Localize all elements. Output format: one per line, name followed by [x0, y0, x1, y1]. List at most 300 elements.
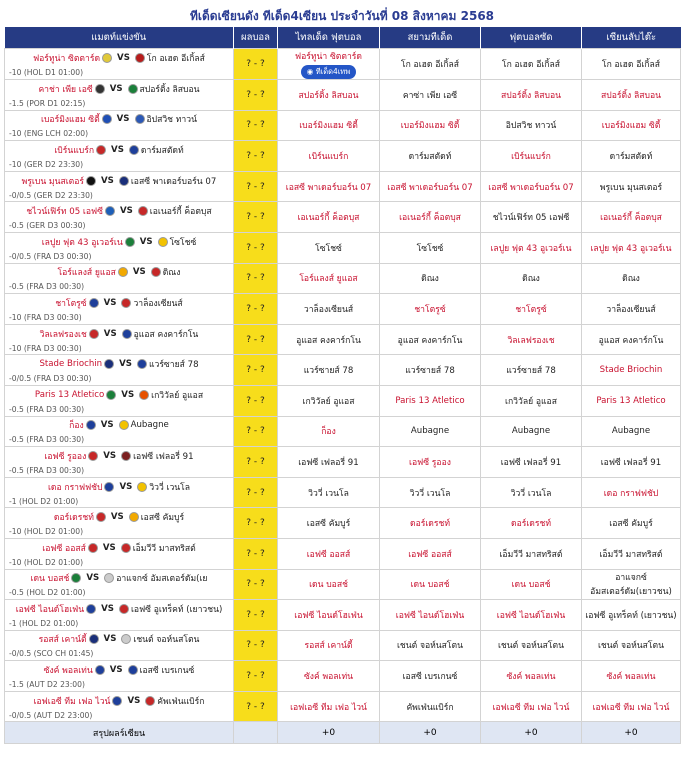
- away-team-link[interactable]: อาแจกซ์ อัมสเตอร์ดัม(เย: [116, 574, 208, 585]
- home-team-link[interactable]: วิลเลฟรองเช: [39, 329, 87, 340]
- tip-cell-4: [582, 538, 681, 569]
- table-row: [5, 80, 681, 111]
- away-team-link[interactable]: แวร์ซายส์ 78: [148, 360, 199, 371]
- vs-label: VS: [101, 175, 114, 186]
- tip-pick: เกวิวัลย์ อูแอส: [302, 396, 355, 407]
- home-team-link[interactable]: ดอร์เดรชท์: [53, 513, 94, 524]
- header-tipster-1: ไทลเด็ด ฟุตบอล: [278, 27, 380, 49]
- live-tips-button[interactable]: ◉ ทีเด็ด4เทพ: [301, 65, 356, 79]
- away-team-link[interactable]: เอฟซี เฟลอรี่ 91: [133, 451, 194, 462]
- tip-pick: เอฟซี เฟลอรี่ 91: [298, 457, 359, 468]
- header-row: [5, 27, 681, 49]
- away-team-logo: [158, 237, 168, 247]
- tip-cell-3: [481, 691, 582, 722]
- tip-cell-3: [481, 202, 582, 233]
- match-teams: [9, 112, 229, 126]
- tip-cell-1: [278, 80, 380, 111]
- tip-cell-3: [481, 141, 582, 172]
- match-cell: [5, 691, 234, 722]
- table-row: [5, 171, 681, 202]
- home-team-link[interactable]: โอร์แลงส์ ยูแอส: [57, 268, 116, 279]
- summary-row: [5, 722, 681, 744]
- away-team-link[interactable]: เอสซี คัมบูร์: [140, 513, 185, 524]
- match-cell: [5, 49, 234, 80]
- home-team-logo: [89, 634, 99, 644]
- tip-cell-1: [278, 385, 380, 416]
- tip-cell-3: [481, 49, 582, 80]
- away-team-link[interactable]: วิววี่ เวนโล: [149, 482, 191, 493]
- tip-cell-2: [380, 324, 481, 355]
- tip-cell-1: [278, 416, 380, 447]
- tip-cell-2: [380, 691, 481, 722]
- tip-pick: ซังค์ พอลเท่น: [303, 672, 354, 683]
- tip-pick: ชาโตรูซ์: [414, 304, 446, 315]
- score-cell: ? - ?: [234, 141, 278, 172]
- home-team-logo: [89, 298, 99, 308]
- home-team-logo: [105, 206, 115, 216]
- away-team-logo: [139, 390, 149, 400]
- table-row: [5, 416, 681, 447]
- home-team-logo: [86, 604, 96, 614]
- tip-pick: Stade Briochin: [599, 365, 663, 376]
- away-team-logo: [121, 298, 131, 308]
- home-team-link[interactable]: Paris 13 Atletico: [34, 389, 105, 400]
- tip-cell-3: [481, 294, 582, 325]
- home-team-link[interactable]: ชไวน์เฟิร์ท 05 เอฟซี: [26, 207, 103, 218]
- home-team-logo: [96, 145, 106, 155]
- away-team-logo: [119, 604, 129, 614]
- score-cell: ? - ?: [234, 324, 278, 355]
- tip-cell-3: [481, 110, 582, 141]
- match-meta: -10 (HOL D2 01:00): [9, 557, 84, 567]
- tip-cell-2: [380, 355, 481, 386]
- tip-cell-1: [278, 355, 380, 386]
- summary-tipster-1: +0: [278, 722, 380, 744]
- match-teams: [9, 602, 229, 616]
- tip-cell-1: [278, 691, 380, 722]
- match-teams: [9, 174, 229, 188]
- away-team-logo: [128, 84, 138, 94]
- match-meta: -0/0.5 (GER D2 23:30): [9, 190, 93, 200]
- tip-pick: ก็อง: [321, 427, 336, 438]
- tip-pick: ดาร์มสตัดท์: [609, 151, 653, 162]
- tip-cell-1: [278, 630, 380, 661]
- score-cell: ? - ?: [234, 110, 278, 141]
- page-title: ทีเด็ดเซียนดัง ทีเด็ด4เซียน ประจำวันที่ 08 สิงหาคม 2568: [189, 9, 495, 23]
- vs-label: VS: [103, 297, 117, 308]
- tip-cell-4: [582, 569, 681, 600]
- summary-result: [234, 722, 278, 744]
- match-meta: -0.5 (GER D3 00:30): [9, 221, 86, 231]
- match-teams: [9, 296, 229, 310]
- tip-cell-1: [278, 263, 380, 294]
- away-team-logo: [104, 573, 114, 583]
- table-row: [5, 355, 681, 386]
- header-match: แมตท์แข่งขัน: [5, 27, 234, 49]
- match-meta: -0/0.5 (AUT D2 23:00): [9, 710, 93, 720]
- match-cell: [5, 294, 234, 325]
- away-team-link[interactable]: เอสซี พาเดอร์บอร์น 07: [130, 176, 217, 187]
- tip-pick: ดิณง: [421, 274, 439, 285]
- match-cell: [5, 232, 234, 263]
- match-teams: [9, 449, 229, 463]
- home-team-link[interactable]: Stade Briochin: [39, 359, 103, 370]
- match-meta: -10 (GER D2 23:30): [9, 159, 84, 169]
- tip-pick: เลปูย ฟุต 43 อูเวอร์เน: [590, 243, 672, 254]
- tip-pick: เอฟซี ออสส์: [306, 549, 351, 560]
- tip-cell-1: [278, 202, 380, 233]
- match-meta: -0/0.5 (FRA D3 00:30): [9, 251, 92, 261]
- tip-pick: เอฟซี เฟลอรี่ 91: [500, 457, 562, 468]
- score-cell: ? - ?: [234, 385, 278, 416]
- vs-label: VS: [121, 389, 135, 400]
- tip-pick: เบอร์มิงแฮม ซิตี้: [601, 121, 661, 132]
- vs-label: VS: [139, 236, 153, 247]
- table-row: [5, 600, 681, 631]
- tip-cell-2: [380, 141, 481, 172]
- score-cell: ? - ?: [234, 477, 278, 508]
- match-teams: [9, 480, 229, 494]
- home-team-link[interactable]: เดน บอสช์: [30, 574, 70, 585]
- match-teams: [9, 663, 229, 677]
- tip-cell-1: [278, 447, 380, 478]
- away-team-logo: [119, 420, 129, 430]
- tip-cell-4: [582, 110, 681, 141]
- match-cell: [5, 80, 234, 111]
- home-team-link[interactable]: เบอร์มิงแฮม ซิตี้: [41, 115, 100, 126]
- home-team-logo: [102, 53, 112, 63]
- tip-pick: คาซ่า เพีย เอซี: [402, 90, 458, 101]
- tip-pick: เชนต์ จอห์นสโตน: [497, 641, 564, 652]
- summary-tipster-2: +0: [380, 722, 481, 744]
- tip-cell-4: [582, 171, 681, 202]
- away-team-logo: [122, 329, 132, 339]
- match-cell: [5, 202, 234, 233]
- tip-cell-4: [582, 691, 681, 722]
- match-cell: [5, 171, 234, 202]
- vs-label: VS: [86, 573, 100, 584]
- tip-pick: อูแอส คงคาร์กโน: [598, 335, 664, 346]
- tip-pick: Paris 13 Atletico: [395, 395, 465, 406]
- tip-cell-1: [278, 477, 380, 508]
- tip-pick: เอสซี พาเดอร์บอร์น 07: [387, 182, 473, 193]
- tip-cell-3: [481, 661, 582, 692]
- tip-cell-4: [582, 416, 681, 447]
- tip-pick: โก อเฮด อีเกิ้ลส์: [400, 60, 460, 70]
- home-team-link[interactable]: เอฟซี รูออง: [44, 451, 87, 462]
- match-meta: -0/0.5 (FRA D3 00:30): [9, 374, 92, 384]
- home-team-link[interactable]: ชาโตรูซ์: [55, 298, 87, 309]
- score-cell: ? - ?: [234, 416, 278, 447]
- tip-cell-2: [380, 171, 481, 202]
- tip-pick: เอฟซี อูเทร็คท์ (เยาวชน): [585, 610, 677, 621]
- table-row: [5, 141, 681, 172]
- tip-pick: เอฟซี รูออง: [409, 457, 451, 468]
- tip-pick: แวร์ซายส์ 78: [405, 366, 455, 377]
- tip-cell-2: [380, 80, 481, 111]
- tip-cell-3: [481, 569, 582, 600]
- score-cell: ? - ?: [234, 80, 278, 111]
- match-cell: [5, 538, 234, 569]
- tip-pick: เดน บอสช์: [511, 580, 551, 591]
- tip-pick: โซโชซ์: [315, 243, 342, 254]
- tip-pick: เอฟซี ออสส์: [408, 549, 452, 560]
- tip-pick: อูแอส คงคาร์กโน: [397, 335, 463, 346]
- home-team-link[interactable]: ซังค์ พอลเท่น: [43, 666, 93, 677]
- table-row: [5, 202, 681, 233]
- tip-cell-2: [380, 569, 481, 600]
- match-cell: [5, 263, 234, 294]
- tip-pick: เกวิวัลย์ อูแอส: [505, 396, 557, 407]
- home-team-logo: [89, 329, 99, 339]
- away-team-link[interactable]: เกวิวัลย์ อูแอส: [151, 390, 204, 401]
- table-row: [5, 49, 681, 80]
- match-cell: [5, 324, 234, 355]
- table-row: [5, 691, 681, 722]
- match-cell: [5, 661, 234, 692]
- away-team-link[interactable]: เชนต์ จอห์นสโตน: [133, 635, 200, 646]
- home-team-link[interactable]: เอฟซี ไอนด์โฮเฟ่น: [15, 604, 85, 615]
- away-team-link[interactable]: ดิณง: [162, 268, 181, 279]
- away-team-link[interactable]: ดาร์มสตัดท์: [140, 145, 184, 156]
- tip-pick: เอฟซี ไอนด์โฮเฟ่น: [395, 610, 465, 621]
- table-row: [5, 110, 681, 141]
- table-row: [5, 661, 681, 692]
- away-team-link[interactable]: เอ็มวีวี มาสทริสต์: [132, 543, 196, 554]
- tip-cell-4: [582, 202, 681, 233]
- tip-cell-4: [582, 355, 681, 386]
- tip-cell-4: [582, 600, 681, 631]
- match-cell: [5, 141, 234, 172]
- match-meta: -1.5 (AUT D2 23:00): [9, 680, 85, 690]
- tip-pick: ซังค์ พอลเท่น: [606, 672, 656, 683]
- vs-label: VS: [102, 542, 116, 553]
- home-team-link[interactable]: เอฟซี ออสส์: [42, 543, 86, 554]
- tip-pick: เอเนอร์กี้ ค็อตบุส: [600, 213, 662, 224]
- tip-cell-4: [582, 49, 681, 80]
- match-meta: -1 (HOL D2 01:00): [9, 496, 79, 506]
- vs-label: VS: [101, 603, 114, 614]
- match-meta: -1.5 (POR D1 02:15): [9, 98, 86, 108]
- score-cell: ? - ?: [234, 202, 278, 233]
- tip-pick: เอสซี คัมบูร์: [306, 519, 351, 530]
- match-cell: [5, 416, 234, 447]
- match-meta: -0.5 (FRA D3 00:30): [9, 282, 85, 292]
- tip-pick: เอ็มวีวี มาสทริสต์: [499, 549, 563, 560]
- tip-pick: เบอร์มิงแฮม ซิตี้: [299, 121, 358, 132]
- home-team-link[interactable]: รอสส์ เคาน์ตี้: [38, 635, 87, 646]
- table-row: [5, 538, 681, 569]
- tip-pick: ซังค์ พอลเท่น: [506, 672, 556, 683]
- tip-cell-1: [278, 232, 380, 263]
- tip-pick: เอเนอร์กี้ ค็อตบุส: [399, 213, 461, 224]
- away-team-link[interactable]: โซโชซ์: [169, 237, 197, 248]
- match-teams: [9, 694, 229, 708]
- tip-pick: เบิร์นแบร์ก: [511, 151, 551, 162]
- match-teams: [9, 51, 229, 65]
- tip-pick: แวร์ซายส์ 78: [506, 366, 556, 377]
- tip-pick: วิลเลฟรองเช: [507, 335, 555, 346]
- tip-pick: เอสซี พาเดอร์บอร์น 07: [285, 182, 372, 193]
- home-team-logo: [86, 420, 96, 430]
- vs-label: VS: [119, 206, 133, 217]
- tip-pick: โก อเฮด อีเกิ้ลส์: [601, 60, 661, 70]
- tip-cell-1: [278, 49, 380, 80]
- match-meta: -0.5 (FRA D3 00:30): [9, 465, 85, 475]
- home-team-link[interactable]: เดอ กราฟฟชัป: [47, 482, 103, 493]
- home-team-link[interactable]: พรูเบน มุนสเตอร์: [21, 176, 85, 187]
- tip-pick: เอฟซี ไอนด์โฮเฟ่น: [496, 610, 566, 621]
- away-team-link[interactable]: เอสซี เบรเกนซ์: [139, 666, 195, 677]
- away-team-logo: [135, 114, 145, 124]
- tip-cell-1: [278, 294, 380, 325]
- tip-cell-2: [380, 630, 481, 661]
- match-meta: -10 (HOL D2 01:00): [9, 527, 84, 537]
- away-team-link[interactable]: เอเนอร์กี้ ค็อตบุส: [149, 207, 212, 218]
- tip-pick: เชนต์ จอห์นสโตน: [396, 641, 463, 652]
- tip-cell-3: [481, 600, 582, 631]
- tip-cell-4: [582, 294, 681, 325]
- home-team-logo: [106, 390, 116, 400]
- score-cell: ? - ?: [234, 538, 278, 569]
- match-meta: -0/0.5 (SCO CH 01:45): [9, 649, 94, 659]
- tip-pick: วิววี่ เวนโล: [510, 488, 552, 499]
- table-row: [5, 630, 681, 661]
- away-team-link[interactable]: อูแอส คงคาร์กโน: [133, 329, 199, 340]
- away-team-logo: [145, 696, 155, 706]
- away-team-logo: [119, 176, 129, 186]
- table-row: [5, 263, 681, 294]
- tip-cell-4: [582, 263, 681, 294]
- vs-label: VS: [117, 53, 130, 63]
- away-team-link[interactable]: คัพเฟ่นแบิร์ก: [157, 696, 205, 707]
- away-team-logo: [137, 482, 147, 492]
- tip-pick: ฟอร์ทูน่า ซิตตาร์ด: [295, 52, 362, 62]
- away-team-link[interactable]: Aubagne: [130, 420, 169, 431]
- match-cell: [5, 508, 234, 539]
- summary-tipster-3: +0: [481, 722, 582, 744]
- tip-pick: เอสซี เบรเกนซ์: [402, 672, 458, 683]
- vs-label: VS: [109, 665, 123, 676]
- home-team-link[interactable]: ก็อง: [69, 421, 84, 432]
- tip-pick: Paris 13 Atletico: [596, 395, 666, 406]
- tip-pick: เบิร์นแบร์ก: [308, 151, 349, 162]
- tip-cell-1: [278, 508, 380, 539]
- vs-label: VS: [119, 359, 132, 370]
- away-team-link[interactable]: อิปสวิช ทาวน์: [146, 115, 197, 126]
- home-team-link[interactable]: เลปูย ฟุต 43 อูเวอร์เน: [41, 237, 123, 248]
- home-team-link[interactable]: เบิร์นแบร์ก: [54, 145, 95, 156]
- score-cell: ? - ?: [234, 355, 278, 386]
- away-team-logo: [128, 665, 138, 675]
- home-team-logo: [104, 359, 114, 369]
- table-row: [5, 569, 681, 600]
- header-tipster-4: เซียนลับไต๊ะ: [582, 27, 681, 49]
- tip-cell-1: [278, 569, 380, 600]
- score-cell: ? - ?: [234, 447, 278, 478]
- away-team-link[interactable]: เอฟซี อูเทร็คท์ (เยาวชน): [130, 604, 223, 615]
- tip-pick: อูแอส คงคาร์กโน: [296, 335, 361, 346]
- away-team-link[interactable]: สปอร์ติ้ง ลิสบอน: [139, 84, 200, 95]
- tip-pick: เดน บอสช์: [410, 580, 450, 591]
- tip-cell-4: [582, 324, 681, 355]
- match-teams: [9, 541, 229, 555]
- home-team-logo: [95, 665, 105, 675]
- score-cell: ? - ?: [234, 49, 278, 80]
- vs-label: VS: [127, 695, 141, 706]
- match-meta: -0.5 (HOL D2 01:00): [9, 588, 86, 598]
- score-cell: ? - ?: [234, 232, 278, 263]
- tip-cell-2: [380, 661, 481, 692]
- home-team-link[interactable]: คาช่า เพีย เอซี: [38, 84, 93, 95]
- home-team-logo: [95, 84, 105, 94]
- tip-cell-2: [380, 232, 481, 263]
- vs-label: VS: [111, 144, 124, 155]
- tip-pick: ดิณง: [622, 274, 640, 285]
- tip-pick: เอสซี พาเดอร์บอร์น 07: [488, 182, 574, 193]
- summary-tipster-4: +0: [582, 722, 681, 744]
- tip-cell-1: [278, 538, 380, 569]
- match-cell: [5, 477, 234, 508]
- score-cell: ? - ?: [234, 630, 278, 661]
- tip-cell-3: [481, 630, 582, 661]
- vs-label: VS: [103, 634, 117, 645]
- tip-cell-4: [582, 385, 681, 416]
- tip-pick: ดอร์เดรชท์: [410, 519, 450, 530]
- table-row: [5, 508, 681, 539]
- home-team-logo: [125, 237, 135, 247]
- tip-cell-1: [278, 141, 380, 172]
- match-teams: [9, 265, 229, 279]
- away-team-link[interactable]: โก อเฮด อีเกิ้ลส์: [146, 54, 205, 64]
- vs-label: VS: [109, 83, 123, 94]
- tip-cell-3: [481, 355, 582, 386]
- tip-pick: อิปสวิช ทาวน์: [505, 121, 557, 132]
- tip-pick: ดอร์เดรชท์: [511, 519, 551, 530]
- match-meta: -10 (ENG LCH 02:00): [9, 129, 89, 139]
- home-team-logo: [71, 573, 81, 583]
- tip-pick: ชไวน์เฟิร์ท 05 เอฟซี: [492, 213, 570, 224]
- tip-cell-4: [582, 80, 681, 111]
- tip-pick: เอฟเอซี ทีม เฟอ ไวน์: [290, 702, 367, 713]
- match-cell: [5, 447, 234, 478]
- tip-cell-2: [380, 600, 481, 631]
- tip-cell-3: [481, 385, 582, 416]
- match-teams: [9, 143, 229, 157]
- tip-pick: วิววี่ เวนโล: [308, 488, 349, 499]
- away-team-link[interactable]: วาล็องเซียนส์: [133, 298, 183, 309]
- tip-pick: ดิณง: [522, 274, 540, 285]
- home-team-logo: [104, 482, 114, 492]
- tip-pick: ดาร์มสตัดท์: [408, 151, 452, 162]
- match-cell: [5, 630, 234, 661]
- vs-label: VS: [119, 481, 133, 492]
- score-cell: ? - ?: [234, 508, 278, 539]
- home-team-logo: [96, 512, 106, 522]
- match-cell: [5, 569, 234, 600]
- vs-label: VS: [100, 420, 114, 431]
- tip-pick: วิววี่ เวนโล: [409, 488, 451, 499]
- home-team-link[interactable]: ฟอร์ทูน่า ซิตตาร์ด: [33, 54, 101, 64]
- home-team-link[interactable]: เอฟเอซี ทีม เฟอ ไวน์: [33, 696, 111, 707]
- tip-cell-1: [278, 661, 380, 692]
- away-team-logo: [135, 53, 145, 63]
- match-teams: [9, 510, 229, 524]
- home-team-logo: [118, 267, 128, 277]
- vs-label: VS: [103, 450, 117, 461]
- match-teams: [9, 235, 229, 249]
- tip-cell-3: [481, 324, 582, 355]
